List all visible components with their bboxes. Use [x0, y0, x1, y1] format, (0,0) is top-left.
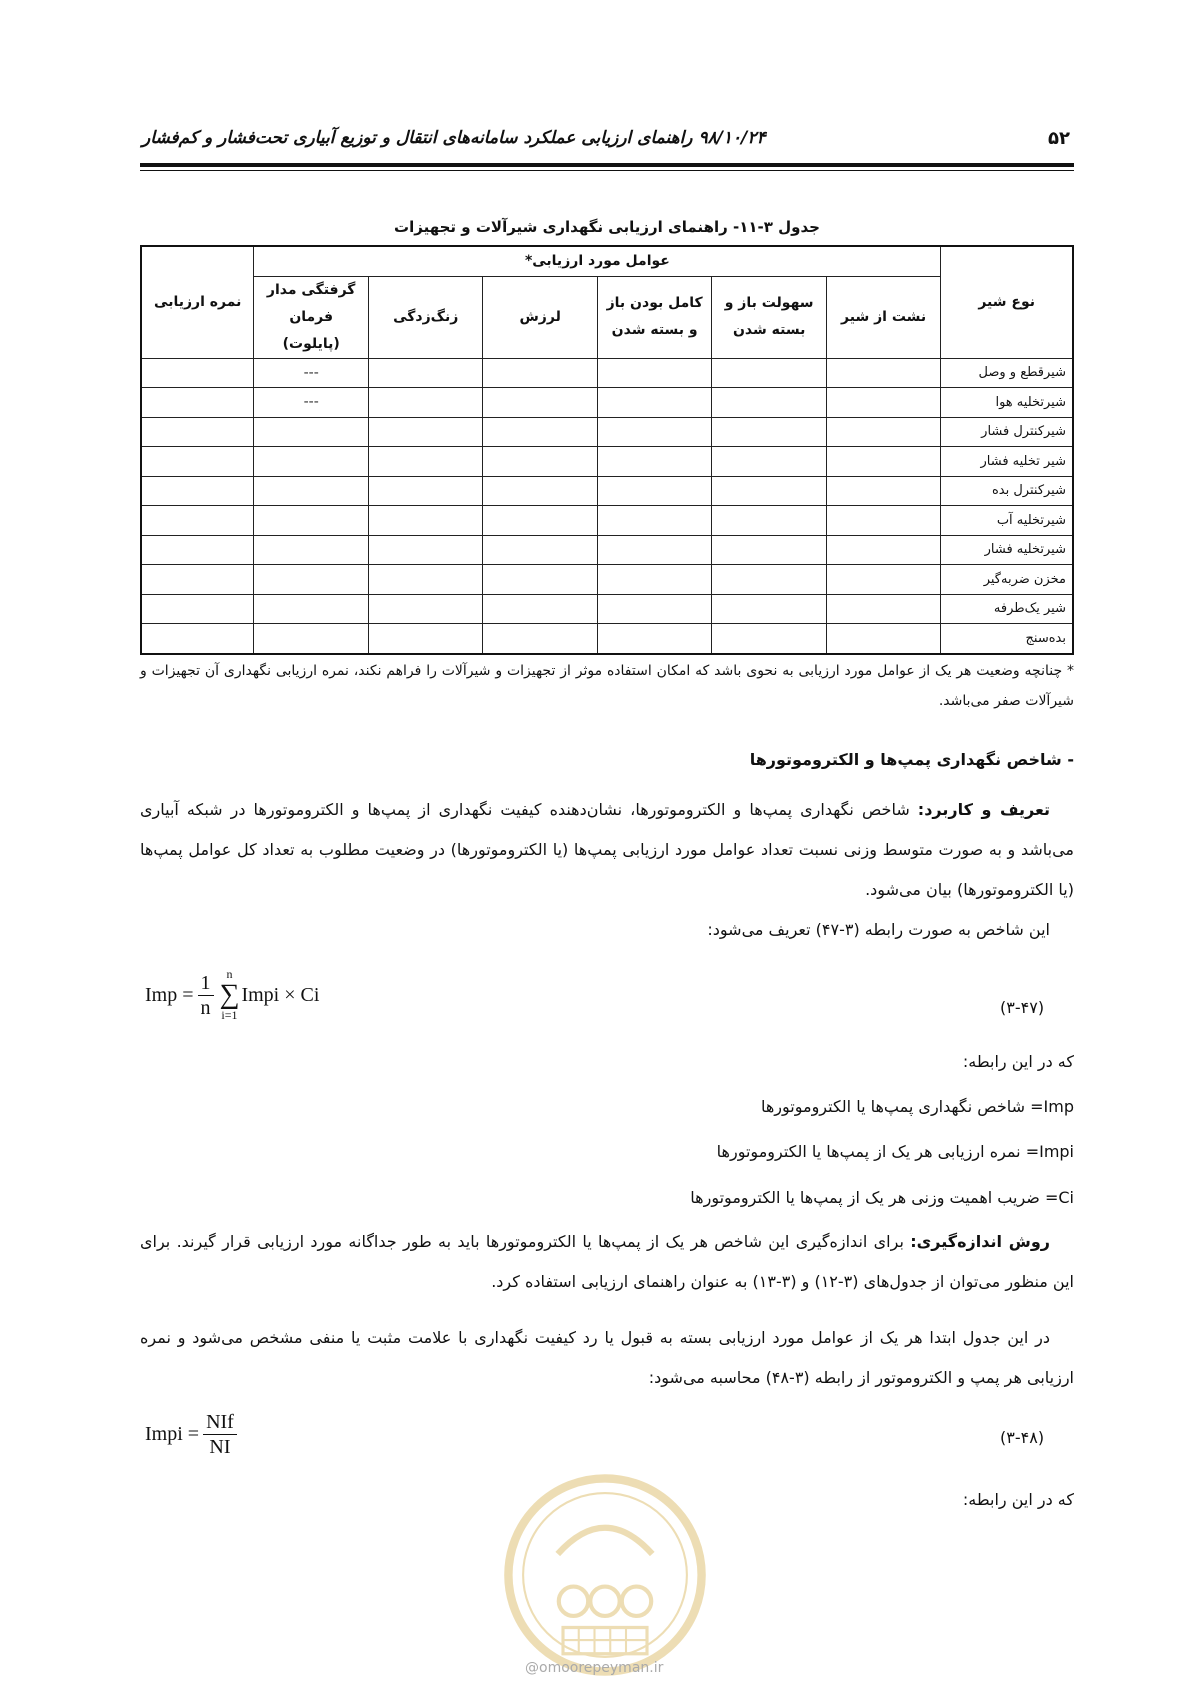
- score-cell: [141, 476, 254, 506]
- pilot-cell: [254, 417, 368, 447]
- factor-cell: [712, 417, 826, 447]
- running-title: ۹۸/۱۰/۲۴ راهنمای ارزیابی عملکرد سامانه‌های انتقال و توزیع آبیاری تحت‌فشار و کم‌فشار: [142, 128, 766, 148]
- factor-cell: [368, 417, 482, 447]
- col-group-factors: عوامل مورد ارزیابی*: [254, 246, 941, 276]
- col-factor: زنگ‌زدگی: [368, 276, 482, 358]
- sum-upper: n: [226, 967, 233, 981]
- table-row: [141, 535, 1073, 565]
- factor-cell: [483, 624, 597, 654]
- method-text: برای اندازه‌گیری این شاخص هر یک از پمپ‌ها یا الکتروموتورها باید به طور جداگانه مورد ارزیابی قرار گیرند. برای این منظور می‌توان از جدول‌های (۳-۱۲) و (۳-۱۳) به عنوان راهنمای ارزیابی استفاده کرد.: [140, 1232, 1074, 1291]
- factor-cell: [483, 476, 597, 506]
- col-factor: کامل بودن باز و بسته شدن: [597, 276, 711, 358]
- equation-number-48: (۳-۴۸): [1000, 1428, 1045, 1447]
- valve-type-cell: بده‌سنج: [941, 624, 1073, 654]
- definition-imp: Imp= شاخص نگهداری پمپ‌ها یا الکتروموتورها: [760, 1097, 1074, 1116]
- pilot-cell: [254, 594, 368, 624]
- factor-cell: [483, 594, 597, 624]
- table-row: [141, 476, 1073, 506]
- score-cell: [141, 388, 254, 418]
- factor-cell: [483, 447, 597, 477]
- factor-cell: [368, 358, 482, 388]
- factor-cell: [712, 624, 826, 654]
- factor-cell: [597, 506, 711, 536]
- factor-cell: [826, 535, 940, 565]
- factor-cell: [368, 476, 482, 506]
- valve-type-cell: شیر یک‌طرفه: [941, 594, 1073, 624]
- table-row: [141, 565, 1073, 595]
- fraction-numerator: NIf: [203, 1410, 237, 1435]
- score-cell: [141, 565, 254, 595]
- fraction-denominator: n: [200, 996, 211, 1019]
- valve-type-cell: شیرکنترل بده: [941, 476, 1073, 506]
- pilot-cell: ---: [254, 358, 368, 388]
- factor-cell: [712, 447, 826, 477]
- factor-cell: [597, 358, 711, 388]
- col-score: نمره ارزیابی: [141, 246, 254, 358]
- valve-maintenance-table: [140, 245, 1074, 655]
- definition-text: شاخص نگهداری پمپ‌ها و الکتروموتورها، نشان‌دهنده کیفیت نگهداری از پمپ‌ها و الکتروموتورها در شبکه آبیاری می‌باشد و به صورت متوسط وزنی نسبت تعداد عوامل مورد ارزیابی پمپ‌ها (یا الکتروموتورها) در وضعیت مطلوب به تعداد کل عوامل پمپ‌ها (یا الکتروموتورها) بیان می‌شود.: [140, 800, 1074, 899]
- factor-cell: [712, 535, 826, 565]
- equation-number-47: (۳-۴۷): [1000, 998, 1045, 1017]
- factor-cell: [826, 624, 940, 654]
- factor-cell: [826, 447, 940, 477]
- header-rule-thin: [140, 170, 1074, 171]
- col-valve-type: نوع شیر: [941, 246, 1073, 358]
- formula-lhs: Impi =: [145, 1423, 200, 1445]
- factor-cell: [368, 388, 482, 418]
- table-row: [141, 594, 1073, 624]
- definition-paragraph: [140, 790, 1074, 910]
- where-label-2: که در این رابطه:: [962, 1490, 1074, 1509]
- table-row: [141, 388, 1073, 418]
- formula-lhs: Imp =: [145, 983, 194, 1006]
- watermark-logo: [500, 1470, 710, 1680]
- score-cell: [141, 594, 254, 624]
- valve-type-cell: شیرتخلیه فشار: [941, 535, 1073, 565]
- pilot-cell: [254, 624, 368, 654]
- valve-type-cell: شیر تخلیه فشار: [941, 447, 1073, 477]
- fraction-denominator: NI: [209, 1436, 231, 1458]
- factor-cell: [712, 388, 826, 418]
- header-rule: [140, 163, 1074, 167]
- factor-cell: [712, 565, 826, 595]
- factor-cell: [368, 535, 482, 565]
- table-row: [141, 417, 1073, 447]
- pilot-cell: [254, 535, 368, 565]
- definition-ci: Ci= ضریب اهمیت وزنی هر یک از پمپ‌ها یا الکتروموتورها: [690, 1188, 1074, 1207]
- formula-intro: این شاخص به صورت رابطه (۳-۴۷) تعریف می‌شود:: [707, 920, 1050, 939]
- factor-cell: [597, 388, 711, 418]
- score-cell: [141, 535, 254, 565]
- col-factor: لرزش: [483, 276, 597, 358]
- col-factor: گرفتگی مدار فرمان (پایلوت): [254, 276, 368, 358]
- summation: [220, 968, 240, 1022]
- sum-lower: i=1: [221, 1008, 238, 1022]
- definition-label: تعریف و کاربرد:: [917, 800, 1050, 819]
- factor-cell: [597, 624, 711, 654]
- table-paragraph: در این جدول ابتدا هر یک از عوامل مورد ارزیابی بسته به قبول یا رد کیفیت نگهداری با علامت مثبت یا منفی مشخص می‌شود و نمره ارزیابی هر پمپ و الکتروموتور از رابطه (۳-۴۸) محاسبه می‌شود:: [140, 1328, 1074, 1387]
- definition-impi: Impi= نمره ارزیابی هر یک از پمپ‌ها یا الکتروموتورها: [716, 1142, 1074, 1161]
- table-row: [141, 624, 1073, 654]
- factor-cell: [712, 506, 826, 536]
- factor-cell: [826, 417, 940, 447]
- factor-cell: [597, 565, 711, 595]
- factor-cell: [826, 565, 940, 595]
- factor-cell: [483, 565, 597, 595]
- factor-cell: [368, 565, 482, 595]
- col-factor: نشت از شیر: [826, 276, 940, 358]
- factor-cell: [597, 535, 711, 565]
- valve-type-cell: مخزن ضربه‌گیر: [941, 565, 1073, 595]
- col-factor: سهولت باز و بسته شدن: [712, 276, 826, 358]
- factor-cell: [483, 506, 597, 536]
- score-cell: [141, 358, 254, 388]
- table-footnote: * چنانچه وضعیت هر یک از عوامل مورد ارزیابی به نحوی باشد که امکان استفاده موثر از تجهیزات و شیرآلات را فراهم نکند، نمره ارزیابی نگهداری آن تجهیزات و شیرآلات صفر می‌باشد.: [140, 663, 1074, 709]
- factor-cell: [368, 447, 482, 477]
- factor-cell: [712, 594, 826, 624]
- factor-cell: [826, 506, 940, 536]
- pilot-cell: [254, 476, 368, 506]
- formula-fraction: [198, 971, 214, 1020]
- factor-cell: [483, 388, 597, 418]
- factor-cell: [597, 594, 711, 624]
- page-number: ۵۲: [1048, 128, 1070, 149]
- score-cell: [141, 447, 254, 477]
- where-label-1: که در این رابطه:: [962, 1052, 1074, 1071]
- valve-type-cell: شیرکنترل فشار: [941, 417, 1073, 447]
- factor-cell: [712, 476, 826, 506]
- valve-type-cell: شیرتخلیه هوا: [941, 388, 1073, 418]
- factor-cell: [826, 594, 940, 624]
- factor-cell: [712, 358, 826, 388]
- factor-cell: [826, 358, 940, 388]
- formula-fraction: [203, 1410, 237, 1459]
- valve-type-cell: شیرتخلیه آب: [941, 506, 1073, 536]
- pilot-cell: [254, 447, 368, 477]
- factor-cell: [597, 476, 711, 506]
- factor-cell: [483, 358, 597, 388]
- table-caption: جدول ۳-۱۱- راهنمای ارزیابی نگهداری شیرآلات و تجهیزات: [394, 218, 820, 236]
- factor-cell: [826, 388, 940, 418]
- method-label: روش اندازه‌گیری:: [910, 1232, 1050, 1251]
- formula-47: [145, 968, 319, 1022]
- sigma-icon: ∑: [219, 979, 240, 1010]
- factor-cell: [826, 476, 940, 506]
- table-row: [141, 506, 1073, 536]
- score-cell: [141, 624, 254, 654]
- factor-cell: [483, 417, 597, 447]
- factor-cell: [597, 417, 711, 447]
- factor-cell: [368, 594, 482, 624]
- factor-cell: [368, 624, 482, 654]
- pilot-cell: ---: [254, 388, 368, 418]
- fraction-numerator: 1: [198, 971, 214, 996]
- score-cell: [141, 417, 254, 447]
- score-cell: [141, 506, 254, 536]
- formula-body: Impi × Ci: [241, 983, 320, 1006]
- method-paragraph: [140, 1222, 1074, 1302]
- table-row: [141, 447, 1073, 477]
- pilot-cell: [254, 565, 368, 595]
- valve-type-cell: شیرقطع و وصل: [941, 358, 1073, 388]
- factor-cell: [483, 535, 597, 565]
- factor-cell: [368, 506, 482, 536]
- section-heading: - شاخص نگهداری پمپ‌ها و الکتروموتورها: [749, 750, 1074, 769]
- table-row: [141, 358, 1073, 388]
- pilot-cell: [254, 506, 368, 536]
- site-watermark-text: @omoorepeyman.ir: [525, 1660, 664, 1676]
- formula-48: [145, 1410, 241, 1459]
- factor-cell: [597, 447, 711, 477]
